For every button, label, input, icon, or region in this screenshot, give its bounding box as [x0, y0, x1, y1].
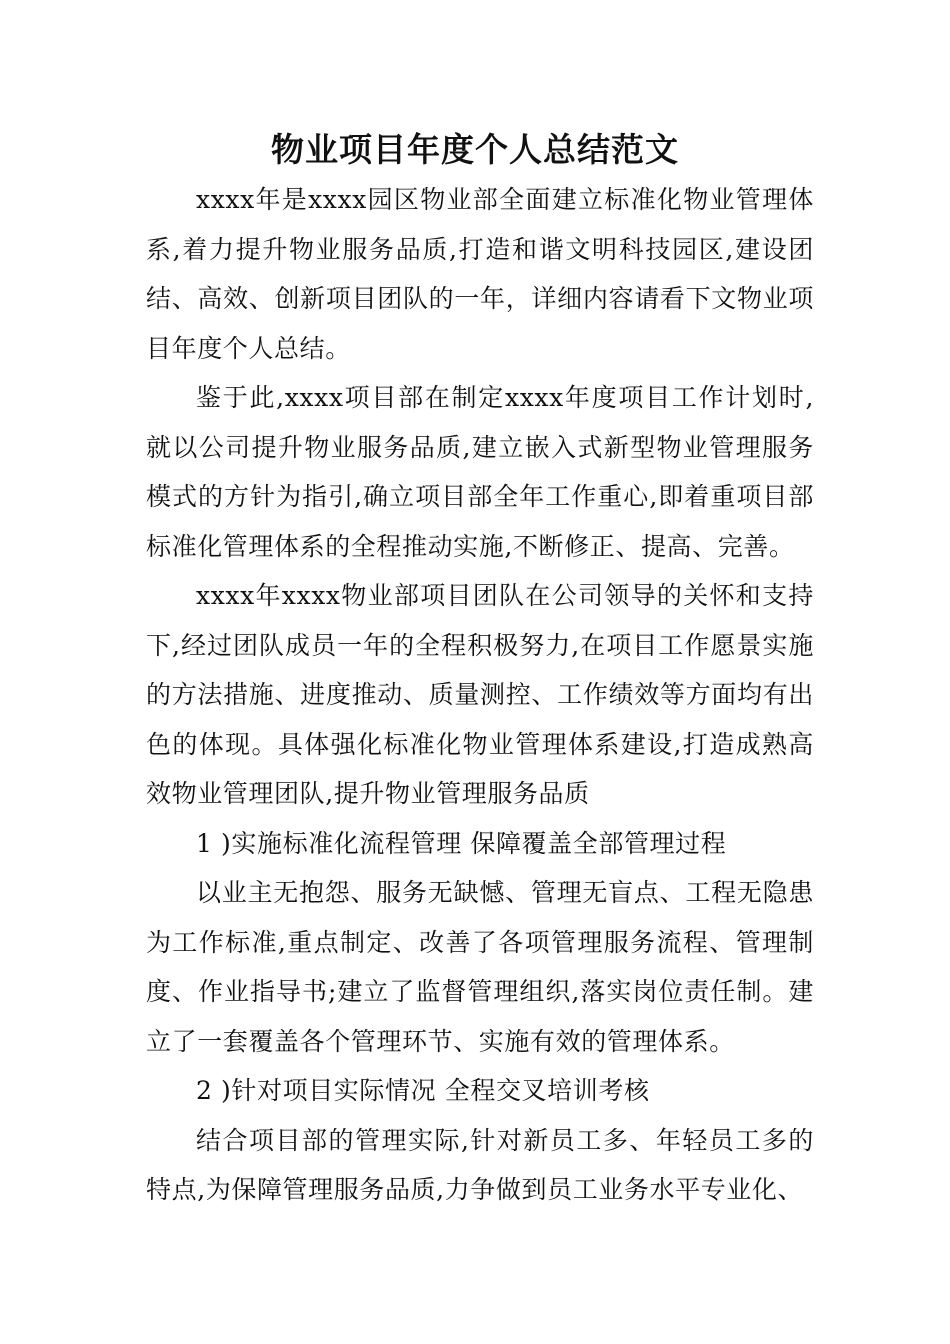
section-heading-2: 2 )针对项目实际情况 全程交叉培训考核 — [196, 1076, 650, 1105]
document-body — [146, 175, 814, 1215]
paragraph-standardization: 以业主无抱怨、服务无缺憾、管理无盲点、工程无隐患为工作标准,重点制定、改善了各项管理服务流程、管理制度、作业指导书;建立了监督管理组织,落实岗位责任制。建立了一套覆盖各个管理环节、实施有效的管理体系。 — [146, 878, 814, 1056]
document-title: 物业项目年度个人总结范文 — [271, 130, 679, 169]
paragraph-training: 结合项目部的管理实际,针对新员工多、年轻员工多的特点,为保障管理服务品质,力争做到员工业务水平专业化、 — [146, 1125, 814, 1204]
paragraph-intro: xxxx年是xxxx园区物业部全面建立标准化物业管理体系,着力提升物业服务品质,打造和谐文明科技园区,建设团结、高效、创新项目团队的一年，详细内容请看下文物业项目年度个人总结。 — [146, 185, 814, 363]
section-heading-1: 1 )实施标准化流程管理 保障覆盖全部管理过程 — [196, 828, 727, 858]
paragraph-achievements: xxxx年xxxx物业部项目团队在公司领导的关怀和支持下,经过团队成员一年的全程积极努力,在项目工作愿景实施的方法措施、进度推动、质量测控、工作绩效等方面均有出色的体现。具体强化标准化物业管理体系建设,打造成熟高效物业管理团队,提升物业管理服务品质 — [146, 581, 814, 808]
paragraph-plan: 鉴于此,xxxx项目部在制定xxxx年度项目工作计划时,就以公司提升物业服务品质,建立嵌入式新型物业管理服务模式的方针为指引,确立项目部全年工作重心,即着重项目部标准化管理体系的全程推动实施,不断修正、提高、完善。 — [146, 383, 814, 561]
